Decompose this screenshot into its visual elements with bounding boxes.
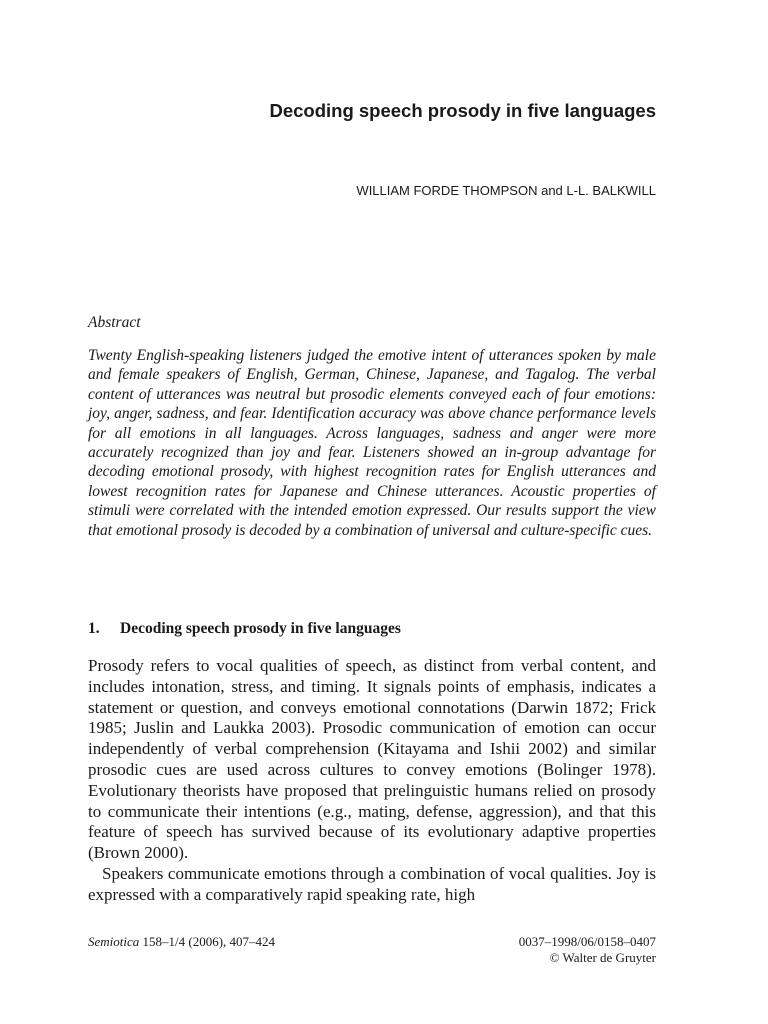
section-title: Decoding speech prosody in five languages <box>120 620 401 637</box>
body-paragraph: Speakers communicate emotions through a combination of vocal qualities. Joy is expressed with a comparatively rapid speaking rate, high <box>88 863 656 904</box>
footer-citation <box>88 934 275 950</box>
article-authors: WILLIAM FORDE THOMPSON and L-L. BALKWILL <box>356 183 656 198</box>
article-code: 0037–1998/06/0158–0407 <box>518 934 656 949</box>
journal-page <box>88 0 656 1024</box>
body-paragraph: Prosody refers to vocal qualities of speech, as distinct from verbal content, and includes intonation, stress, and timing. It signals points of emphasis, indicates a statement or question, and conveys emotional connotations (Darwin 1872; Frick 1985; Juslin and Laukka 2003). Prosodic communication of emotion can occur independently of verbal comprehension (Kitayama and Ishii 2002) and similar prosodic cues are used across cultures to convey emotions (Bolinger 1978). Evolutionary theorists have proposed that prelinguistic humans relied on prosody to communicate their intentions (e.g., mating, defense, aggression), and that this feature of speech has survived because of its evolutionary adaptive properties (Brown 2000). <box>88 656 656 863</box>
footer-publisher <box>519 934 656 966</box>
journal-name: Semiotica <box>88 934 140 949</box>
copyright-notice: © Walter de Gruyter <box>549 950 656 965</box>
abstract-text: Twenty English-speaking listeners judged the emotive intent of utterances spoken by male and female speakers of English, German, Chinese, Japanese, and Tagalog. The verbal content of utterances was neutral but prosodic elements conveyed each of four emotions: joy, anger, sadness, and fear. Identification accuracy was above chance performance levels for all emotions in all languages. Across languages, sadness and anger were more accurately recognized than joy and fear. Listeners showed an in-group advantage for decoding emotional prosody, with highest recognition rates for English utterances and lowest recognition rates for Japanese and Chinese utterances. Acoustic properties of stimuli were correlated with the intended emotion expressed. Our results support the view that emotional prosody is decoded by a combination of universal and culture-specific cues. <box>88 347 656 539</box>
section-heading <box>88 620 401 638</box>
section-number: 1. <box>88 620 100 637</box>
article-title: Decoding speech prosody in five languages <box>269 100 656 121</box>
section-body <box>88 656 656 906</box>
abstract-heading: Abstract <box>88 314 141 331</box>
journal-volume: 158–1/4 (2006), 407–424 <box>142 934 276 949</box>
